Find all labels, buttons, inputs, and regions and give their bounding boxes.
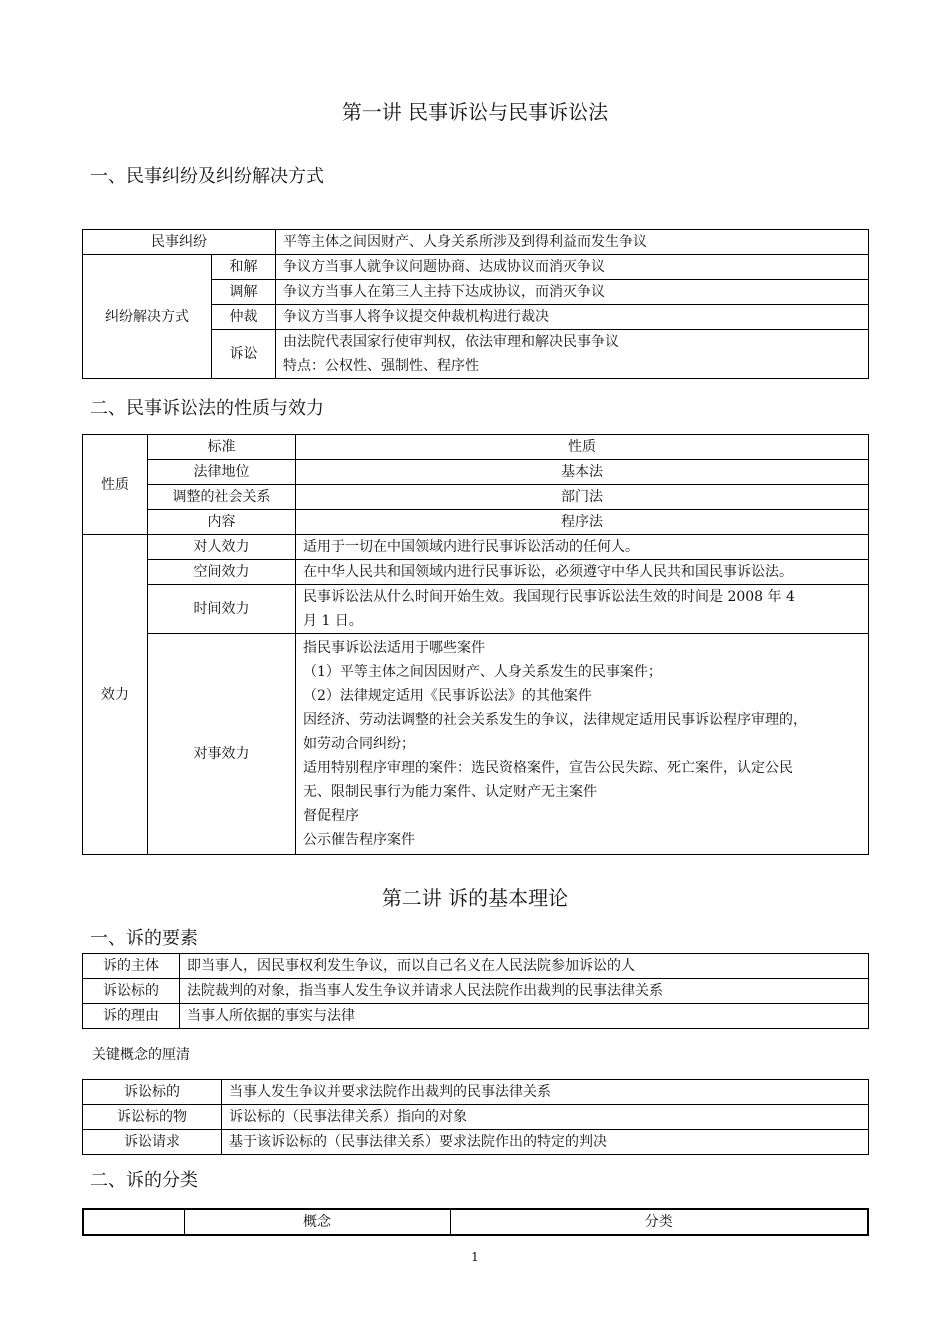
concept-value: 诉讼标的（民事法律关系）指向的对象: [222, 1105, 869, 1130]
elements-table: [82, 953, 869, 1029]
method-name: 诉讼: [212, 330, 276, 379]
effect-key: 空间效力: [148, 560, 296, 585]
effect-label: 效力: [83, 535, 148, 855]
method-description: [276, 330, 869, 379]
classification-header-types: 分类: [450, 1209, 868, 1235]
nature-effect-table: [82, 434, 869, 855]
concept-key: 诉讼请求: [83, 1130, 222, 1155]
method-description: 争议方当事人将争议提交仲裁机构进行裁决: [276, 305, 869, 330]
effect-value: [296, 634, 869, 855]
lecture-1-title: 第一讲 民事诉讼与民事诉讼法: [341, 100, 609, 124]
page-number: 1: [471, 1250, 479, 1264]
effect-matter-line: （1）平等主体之间因因财产、人身关系发生的民事案件；: [303, 664, 662, 680]
effect-value: 在中华人民共和国领域内进行民事诉讼，必须遵守中华人民共和国民事诉讼法。: [296, 560, 869, 585]
litigation-features: 特点：公权性、强制性、程序性: [283, 358, 479, 374]
effect-matter-line: 指民事诉讼法适用于哪些案件: [303, 640, 485, 656]
section-nature-effect: 二、民事诉讼法的性质与效力: [90, 398, 324, 419]
effect-value: [296, 585, 869, 634]
element-key: 诉的主体: [83, 954, 180, 979]
nature-value: 性质: [296, 435, 869, 460]
nature-value: 基本法: [296, 460, 869, 485]
nature-value: 部门法: [296, 485, 869, 510]
concept-key: 诉讼标的物: [83, 1105, 222, 1130]
classification-header-blank: [83, 1209, 184, 1235]
civil-dispute-label: 民事纠纷: [83, 230, 276, 255]
effect-matter-line: 如劳动合同纠纷；: [303, 736, 415, 752]
classification-header-concept: 概念: [184, 1209, 450, 1235]
element-key: 诉讼标的: [83, 979, 180, 1004]
nature-key: 调整的社会关系: [148, 485, 296, 510]
nature-key: 法律地位: [148, 460, 296, 485]
effect-matter-line: 督促程序: [303, 808, 359, 824]
effect-matter-line: 因经济、劳动法调整的社会关系发生的争议，法律规定适用民事诉讼程序审理的，: [303, 712, 807, 728]
civil-dispute-definition: 平等主体之间因财产、人身关系所涉及到得利益而发生争议: [276, 230, 869, 255]
effect-value: 适用于一切在中国领域内进行民事诉讼活动的任何人。: [296, 535, 869, 560]
key-concepts-note: 关键概念的厘清: [92, 1047, 190, 1063]
effect-time-line: 民事诉讼法从什么时间开始生效。我国现行民事诉讼法生效的时间是 2008 年 4: [303, 589, 795, 605]
element-key: 诉的理由: [83, 1004, 180, 1029]
nature-label: 性质: [83, 435, 148, 535]
key-concepts-table: [82, 1079, 869, 1155]
element-value: 当事人所依据的事实与法律: [180, 1004, 869, 1029]
effect-matter-line: 适用特别程序审理的案件：选民资格案件，宣告公民失踪、死亡案件，认定公民: [303, 760, 793, 776]
nature-value: 程序法: [296, 510, 869, 535]
concept-key: 诉讼标的: [83, 1080, 222, 1105]
nature-key: 内容: [148, 510, 296, 535]
effect-key: 对事效力: [148, 634, 296, 855]
litigation-description: 由法院代表国家行使审判权，依法审理和解决民事争议: [283, 334, 619, 350]
effect-key: 对人效力: [148, 535, 296, 560]
method-description: 争议方当事人在第三人主持下达成协议，而消灭争议: [276, 280, 869, 305]
effect-time-line: 月 1 日。: [303, 613, 363, 629]
dispute-resolution-table: [82, 229, 869, 379]
element-value: 即当事人，因民事权利发生争议，而以自己名义在人民法院参加诉讼的人: [180, 954, 869, 979]
effect-matter-line: （2）法律规定适用《民事诉讼法》的其他案件: [303, 688, 592, 704]
classification-table: [82, 1208, 869, 1236]
effect-matter-line: 无、限制民事行为能力案件、认定财产无主案件: [303, 784, 597, 800]
section-dispute-resolution: 一、民事纠纷及纠纷解决方式: [90, 166, 324, 187]
effect-matter-line: 公示催告程序案件: [303, 832, 415, 848]
method-name: 调解: [212, 280, 276, 305]
concept-value: 当事人发生争议并要求法院作出裁判的民事法律关系: [222, 1080, 869, 1105]
element-value: 法院裁判的对象，指当事人发生争议并请求人民法院作出裁判的民事法律关系: [180, 979, 869, 1004]
resolution-methods-label: 纠纷解决方式: [83, 255, 212, 379]
section-classification: 二、诉的分类: [90, 1170, 198, 1191]
method-name: 和解: [212, 255, 276, 280]
effect-key: 时间效力: [148, 585, 296, 634]
method-name: 仲裁: [212, 305, 276, 330]
concept-value: 基于该诉讼标的（民事法律关系）要求法院作出的特定的判决: [222, 1130, 869, 1155]
section-elements: 一、诉的要素: [90, 928, 198, 949]
method-description: 争议方当事人就争议问题协商、达成协议而消灭争议: [276, 255, 869, 280]
nature-key: 标准: [148, 435, 296, 460]
lecture-2-title: 第二讲 诉的基本理论: [381, 886, 569, 910]
